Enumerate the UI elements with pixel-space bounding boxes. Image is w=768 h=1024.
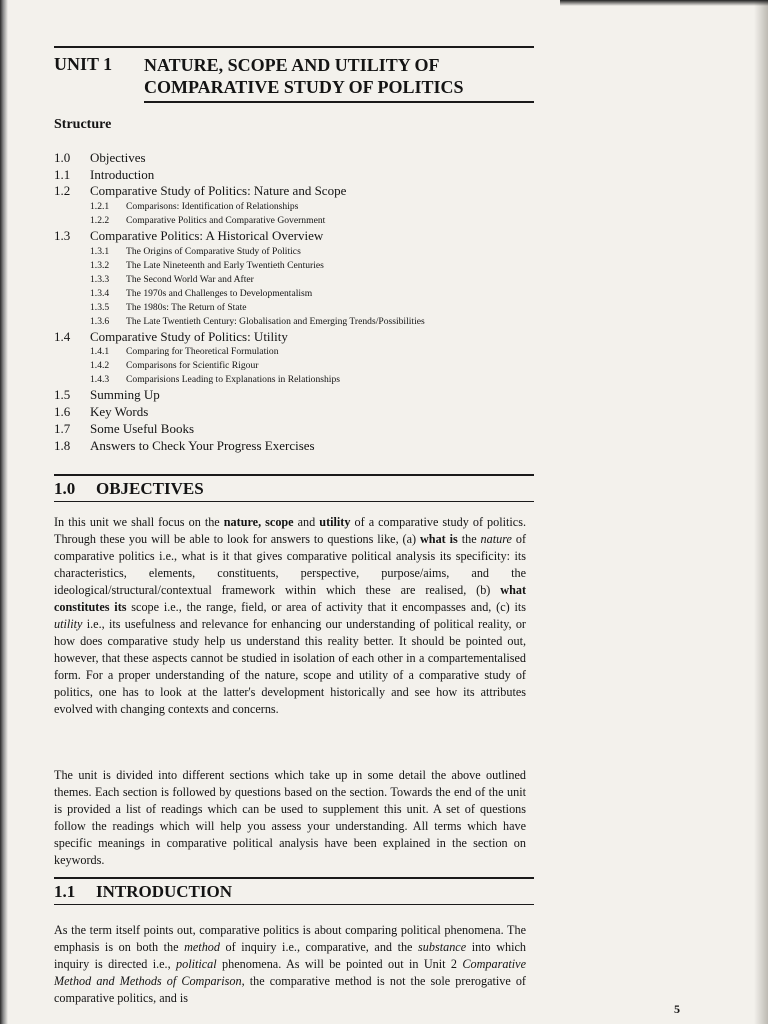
- text-run: i.e., its usefulness and relevance for enhancing our understanding of political reality, or how does comparative study help us understand this reality better. It should be pointed out, however, that these aspects cannot be studied in isolation of each other in a compartementalised form. For a proper understanding of the nature, scope and utility of a comparative study of politics, one has to look at the latter's development historically and see how its attributes evolved with changing contexts and concerns.: [54, 617, 526, 716]
- toc-subentry: [54, 373, 534, 387]
- toc-entry: [54, 150, 534, 167]
- toc-subentry: [54, 200, 534, 214]
- text-run: and: [293, 515, 320, 529]
- toc-number: 1.4.3: [90, 374, 110, 386]
- section-top-rule: [54, 474, 534, 476]
- toc-title: Summing Up: [90, 387, 160, 403]
- toc-number: 1.3.2: [90, 259, 110, 271]
- toc-subentry: [54, 315, 534, 329]
- section-number: 1.0: [54, 479, 76, 498]
- objectives-paragraph-1: [54, 514, 526, 718]
- header-bottom-rule: [144, 101, 534, 103]
- toc-title: The Late Twentieth Century: Globalisation and Emerging Trends/Possibilities: [126, 315, 425, 327]
- toc-subentry: [54, 359, 534, 373]
- toc-number: 1.4: [54, 328, 71, 344]
- emphasis-bold: utility: [319, 515, 351, 529]
- toc-title: Comparisons: Identification of Relationships: [126, 201, 299, 213]
- section-number: 1.1: [54, 882, 76, 901]
- text-run: into which inquiry is directed i.e.,: [54, 940, 527, 971]
- toc-number: 1.3.4: [90, 287, 110, 299]
- scan-top-edge: [560, 0, 768, 6]
- emphasis-bold: what constitutes its: [54, 583, 526, 614]
- toc-number: 1.3.6: [90, 315, 110, 327]
- toc-number: 1.2.1: [90, 201, 110, 213]
- emphasis-italic: nature: [480, 532, 512, 546]
- page-number: 5: [674, 1002, 680, 1016]
- section-bottom-rule: [54, 501, 534, 502]
- toc-entry: [54, 404, 534, 421]
- unit-header: [54, 46, 534, 103]
- toc-title: Comparisions Leading to Explanations in Relationships: [126, 374, 340, 386]
- text-run: of a comparative study of politics. Through these you will be able to look for answers to questions like, (a): [54, 515, 526, 546]
- section-top-rule: [54, 877, 534, 879]
- toc-subentry: [54, 273, 534, 287]
- toc-entry: [54, 228, 534, 245]
- unit-label: UNIT 1: [54, 54, 113, 74]
- emphasis-bold: nature, scope: [223, 515, 294, 529]
- text-run: of inquiry i.e., comparative, and the: [219, 940, 419, 954]
- toc-title: The Late Nineteenth and Early Twentieth Centuries: [126, 259, 324, 271]
- toc-entry: [54, 421, 534, 438]
- toc-entry: [54, 438, 534, 455]
- toc-title: The Second World War and After: [126, 273, 254, 285]
- text-run: In this unit we shall focus on the: [54, 515, 224, 529]
- text-run: phenomena. As will be pointed out in Unit 2: [216, 957, 463, 971]
- toc-number: 1.3.1: [90, 245, 110, 257]
- section-bottom-rule: [54, 904, 534, 905]
- toc-title: The 1970s and Challenges to Developmentalism: [126, 287, 313, 299]
- toc-title: Comparisons for Scientific Rigour: [126, 360, 259, 372]
- objectives-paragraph-2: [54, 767, 526, 869]
- text-run: scope i.e., the range, field, or area of activity that it encompasses and, (c) its: [126, 600, 526, 614]
- introduction-paragraph-1: [54, 922, 526, 1007]
- text-run: the: [457, 532, 481, 546]
- toc-number: 1.4.2: [90, 360, 110, 372]
- toc-entry: [54, 183, 534, 200]
- emphasis-italic: Comparative Method and Methods of Comparison,: [54, 957, 526, 988]
- toc-subentry: [54, 214, 534, 228]
- toc-title: Key Words: [90, 404, 149, 420]
- header-top-rule: [54, 46, 534, 48]
- toc-entry: [54, 387, 534, 404]
- text-run: The unit is divided into different sections which take up in some detail the above outlined themes. Each section is followed by questions based on the section. Towards the end of the unit is provided a list of readings which can be used to supplement this unit. A set of questions follow the readings which will help you assess your understanding. All terms which have specific meanings in comparative political analysis have been explained in the section on keywords.: [54, 768, 526, 867]
- toc-title: Comparative Politics: A Historical Overview: [90, 228, 324, 244]
- toc-number: 1.6: [54, 404, 71, 420]
- section-heading-objectives: [54, 474, 534, 502]
- toc-number: 1.8: [54, 437, 71, 453]
- toc-number: 1.4.1: [90, 346, 110, 358]
- binding-shadow: [0, 0, 8, 1024]
- toc-entry: [54, 329, 534, 346]
- toc-title: Comparative Politics and Comparative Government: [126, 215, 326, 227]
- toc-title: Comparing for Theoretical Formulation: [126, 346, 279, 358]
- toc-title: The Origins of Comparative Study of Politics: [126, 245, 301, 257]
- toc-number: 1.1: [54, 166, 71, 182]
- section-title: INTRODUCTION: [96, 882, 233, 901]
- toc-number: 1.0: [54, 150, 71, 165]
- toc-number: 1.3.3: [90, 273, 110, 285]
- toc-title: Comparative Study of Politics: Nature and Scope: [90, 183, 347, 199]
- structure-heading: Structure: [54, 117, 112, 132]
- toc-subentry: [54, 345, 534, 359]
- emphasis-italic: substance: [418, 940, 467, 954]
- toc-number: 1.7: [54, 420, 71, 436]
- toc-number: 1.3: [54, 228, 71, 244]
- toc-title: Answers to Check Your Progress Exercises: [90, 437, 315, 453]
- unit-title-line-2: COMPARATIVE STUDY OF POLITICS: [144, 77, 464, 97]
- toc-subentry: [54, 287, 534, 301]
- toc-subentry: [54, 259, 534, 273]
- toc-number: 1.5: [54, 387, 71, 403]
- emphasis-italic: method: [184, 940, 220, 954]
- emphasis-bold: what is: [420, 532, 458, 546]
- toc-number: 1.2.2: [90, 215, 110, 227]
- toc-number: 1.3.5: [90, 301, 110, 313]
- toc-title: The 1980s: The Return of State: [126, 301, 247, 313]
- emphasis-italic: political: [176, 957, 217, 971]
- toc-entry: [54, 167, 534, 184]
- unit-title: [144, 54, 464, 98]
- emphasis-italic: utility: [54, 617, 83, 631]
- toc-title: Introduction: [90, 166, 155, 182]
- text-run: As the term itself points out, comparative politics is about comparing political phenomena. The emphasis is on both the: [54, 923, 526, 954]
- toc-title: Some Useful Books: [90, 420, 194, 436]
- text-run: of comparative politics i.e., what is it that gives comparative political analysis its specificity: its characteristics, elements, constituents, perspective, purpose/aims, and the ideological/structural/contextual framework within which these are realised, (b): [54, 532, 526, 597]
- toc-title: Objectives: [90, 150, 146, 165]
- text-run: the comparative method is not the sole prerogative of comparative politics, and is: [54, 974, 526, 1005]
- section-title: OBJECTIVES: [96, 479, 204, 498]
- toc-subentry: [54, 301, 534, 315]
- toc-subentry: [54, 245, 534, 259]
- section-heading-introduction: [54, 877, 534, 905]
- unit-title-line-1: NATURE, SCOPE AND UTILITY OF: [144, 55, 440, 75]
- table-of-contents: [54, 150, 534, 454]
- page-edge-shadow: [754, 0, 768, 1024]
- toc-title: Comparative Study of Politics: Utility: [90, 328, 288, 344]
- unit-title-row: [54, 54, 534, 98]
- toc-number: 1.2: [54, 183, 71, 199]
